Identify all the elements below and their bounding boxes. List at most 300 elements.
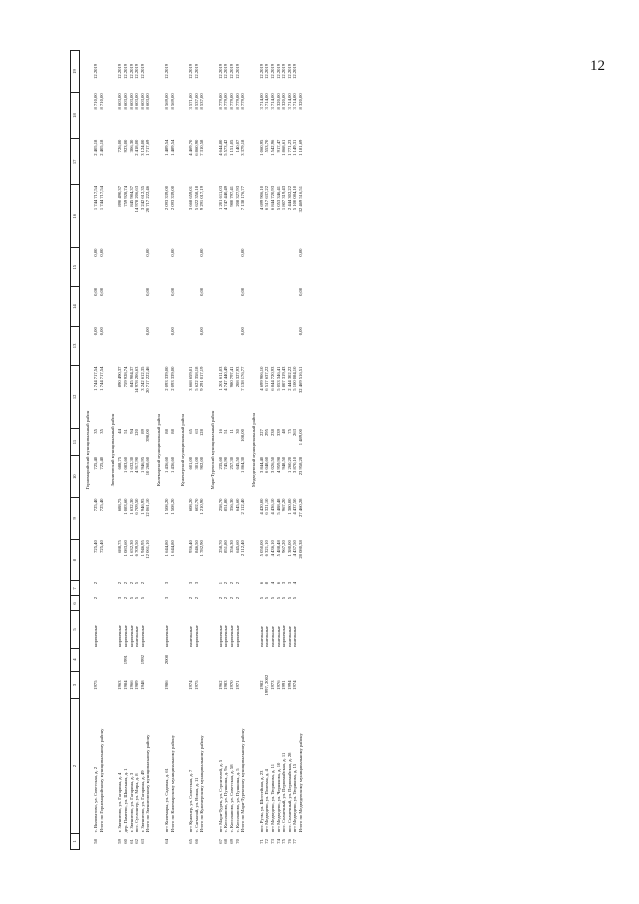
- total-cell: 0,00: [298, 327, 303, 336]
- total-cell: 0,00: [240, 287, 246, 296]
- total-cell: 0,00: [169, 248, 175, 257]
- table-cell: 356,30: [229, 540, 235, 553]
- total-cell: 1 864,30: [240, 456, 246, 473]
- table-cell: 8 537,00: [193, 93, 199, 110]
- table-cell: 5 100 084,10: [292, 186, 298, 211]
- table-cell: 1991: [122, 655, 128, 665]
- district-heading: Килемарский муниципальный район: [156, 413, 162, 487]
- table-cell: 88: [163, 429, 169, 434]
- table-cell: 1 489,54: [163, 139, 169, 156]
- table-cell: 2 444 302,22: [286, 366, 292, 391]
- table-cell: 12.2019: [292, 63, 298, 79]
- table-cell: 2: [93, 596, 99, 600]
- table-cell: 301,00: [193, 456, 199, 470]
- table-cell: 2: [234, 581, 240, 585]
- table-cell: 65: [188, 839, 194, 844]
- table-cell: с. Сагмазай, ул. Новая, д. 11: [193, 777, 199, 833]
- table-cell: 235,60: [217, 456, 223, 470]
- table-cell: 726,00: [117, 139, 123, 153]
- table-cell: г. Звенигово, ул. Гагарина, д. 3: [128, 772, 134, 833]
- total-cell: 10 268,60: [145, 456, 151, 476]
- table-cell: 688,75: [117, 456, 123, 470]
- total-cell: 2 405,18: [98, 139, 104, 156]
- column-number: 4: [71, 648, 80, 671]
- total-cell: 0,00: [98, 327, 104, 336]
- table-cell: 4 420,00: [258, 498, 264, 515]
- district-total-row: [298, 51, 304, 850]
- table-cell: с. Виловатово, ул. Советская, д. 2: [93, 766, 99, 833]
- column-number: 5: [71, 611, 80, 648]
- table-cell: 4 699 906,10: [258, 366, 264, 391]
- table-cell: 2: [217, 596, 223, 600]
- table-cell: 1 946,95: [139, 456, 145, 473]
- table-cell: 2: [139, 581, 145, 585]
- table-cell: 3: [286, 581, 292, 585]
- table-cell: 1 542,96: [270, 139, 276, 156]
- table-cell: 1 632,30: [128, 540, 134, 557]
- table-cell: 4 747 440,49: [223, 186, 229, 211]
- column-number-row: [71, 51, 80, 850]
- table-cell: 1 083,60: [122, 540, 128, 557]
- table-cell: 2: [234, 596, 240, 600]
- total-cell: 9 291 017,19: [199, 186, 205, 211]
- table-cell: 5: [139, 596, 145, 600]
- table-cell: 12.2019: [270, 63, 276, 79]
- table-cell: 2: [229, 581, 235, 585]
- table-cell: 12.2019: [193, 63, 199, 79]
- rotated-table-wrapper: [70, 50, 590, 850]
- table-cell: 923,00: [122, 139, 128, 153]
- table-cell: 851,80: [223, 540, 229, 553]
- district-heading-row: [205, 51, 218, 850]
- table-cell: 12.2019: [122, 63, 128, 79]
- table-cell: 1974: [188, 680, 194, 690]
- total-cell: Итого по Куженерскому муниципальному району: [199, 735, 205, 833]
- table-cell: 1 946,95: [139, 540, 145, 557]
- district-heading: Звениговский муниципальный район: [109, 413, 115, 487]
- total-cell: 8 710,00: [98, 93, 104, 110]
- table-cell: 12.2019: [217, 63, 223, 79]
- table-cell: 2: [223, 581, 229, 585]
- table-cell: 238: [270, 429, 276, 436]
- table-cell: 12.2019: [286, 63, 292, 79]
- table-cell: 1 644,80: [163, 540, 169, 557]
- table-cell: 917,47: [275, 139, 281, 153]
- table-cell: 1974: [292, 680, 298, 690]
- table-cell: 61: [128, 839, 134, 844]
- table-cell: 1 946,95: [139, 498, 145, 515]
- table-cell: 725,40: [93, 456, 99, 470]
- table-cell: 1 508,20: [163, 498, 169, 515]
- table-cell: 63: [139, 839, 145, 844]
- table-cell: с. Косолапово, ул. Пушкина, д. 5: [234, 768, 240, 833]
- column-number: 16: [71, 185, 80, 248]
- district-heading: Медведевский муниципальный район: [251, 413, 257, 487]
- table-cell: 3: [117, 596, 123, 600]
- table-cell: 1973: [270, 680, 276, 690]
- table-cell: 2 405,18: [93, 139, 99, 156]
- table-cell: 12.2019: [223, 63, 229, 79]
- table-cell: 645,60: [234, 540, 240, 553]
- table-cell: 1991: [281, 680, 287, 690]
- table-cell: 2: [122, 596, 128, 600]
- total-cell: 1 782,90: [199, 540, 205, 557]
- table-cell: 1948: [139, 680, 145, 690]
- total-cell: Итого по Медведевскому муниципальному району: [298, 733, 303, 833]
- district-heading-row: [151, 51, 164, 850]
- district-heading-row: [80, 51, 94, 850]
- table-cell: 6 517 637,22: [264, 366, 270, 391]
- total-cell: 128: [199, 429, 205, 436]
- table-cell: 12.2019: [275, 63, 281, 79]
- table-cell: 5 622 358,18: [193, 366, 199, 391]
- table-cell: 5: [281, 596, 287, 600]
- table-cell: 5: [292, 596, 298, 600]
- table-cell: пгт Медведево, ул. Тюрикова, д. 15: [292, 763, 298, 833]
- table-cell: 3: [163, 596, 169, 600]
- total-cell: 2 093 339,00: [169, 186, 175, 211]
- table-cell: 2 444 302,22: [286, 186, 292, 211]
- table-cell: 60: [122, 839, 128, 844]
- table-cell: 8 569,00: [163, 93, 169, 110]
- table-cell: 1975: [93, 680, 99, 690]
- total-cell: 0,00: [199, 327, 205, 336]
- column-number: 17: [71, 139, 80, 185]
- table-cell: 12.2019: [139, 63, 145, 79]
- table-cell: 948,50: [281, 456, 287, 470]
- table-cell: 6 048,60: [264, 456, 270, 473]
- total-cell: [298, 671, 304, 699]
- table-cell: кирпичные: [217, 625, 223, 648]
- table-cell: 8 603,00: [117, 93, 123, 110]
- table-cell: 845 984,37: [128, 366, 134, 388]
- table-cell: 1994: [286, 680, 292, 690]
- table-cell: 601,00: [188, 456, 194, 470]
- table-cell: 890 490,37: [117, 366, 123, 388]
- column-number: 12: [71, 366, 80, 429]
- table-cell: 759 928,74: [122, 366, 128, 388]
- column-number: 15: [71, 248, 80, 287]
- table-cell: 6: [275, 581, 281, 585]
- column-number: 18: [71, 92, 80, 138]
- table-cell: 2 093 339,00: [163, 366, 169, 391]
- table-cell: 12.2019: [229, 63, 235, 79]
- table-cell: 356,30: [229, 498, 235, 512]
- table-cell: 35: [93, 429, 99, 434]
- table-cell: 6 517 637,22: [264, 186, 270, 211]
- table-cell: 59: [117, 839, 123, 844]
- table-cell: 1 744 717,54: [93, 366, 99, 391]
- table-cell: 1983: [223, 680, 229, 690]
- total-cell: Итого по Мари-Турекскому муниципальному району: [240, 728, 246, 833]
- table-cell: 0,00: [93, 248, 99, 257]
- table-cell: г. Звенигово, ул. Гагарина, д. 49: [139, 770, 145, 833]
- table-cell: кирпичные: [193, 625, 199, 648]
- column-number: 1: [71, 833, 80, 849]
- district-heading-row: [175, 51, 188, 850]
- table-cell: 6 321,10: [264, 540, 270, 557]
- total-cell: 20 717 222,46: [145, 186, 151, 213]
- table-cell: 5 053 346,41: [275, 366, 281, 391]
- table-cell: 1992: [139, 655, 145, 665]
- table-cell: 759 928,74: [122, 186, 128, 207]
- table-cell: 70: [234, 839, 240, 844]
- table-cell: 14 978 206,63: [134, 186, 140, 213]
- table-cell: 4 436,10: [270, 498, 276, 515]
- table-cell: 2: [128, 581, 134, 585]
- table-cell: 2: [93, 581, 99, 585]
- table-cell: 62: [134, 839, 140, 844]
- table-cell: 3 714,00: [270, 93, 276, 110]
- table-cell: 1 436,60: [163, 456, 169, 473]
- table-cell: 16: [217, 429, 223, 434]
- table-cell: 71: [258, 839, 264, 844]
- table-cell: 4 747 440,49: [223, 366, 229, 391]
- table-cell: 5: [134, 596, 140, 600]
- table-cell: 140,07: [234, 139, 240, 153]
- table-cell: 94: [128, 429, 134, 434]
- total-cell: Итого по Звениговскому муниципальному району: [145, 734, 151, 833]
- table-cell: 0,00: [93, 327, 99, 336]
- table-cell: 645,50: [234, 456, 240, 470]
- table-cell: 44: [117, 429, 123, 434]
- column-number: 7: [71, 581, 80, 596]
- table-cell: с. Косолапово, ул. Советская, д. 58: [229, 764, 235, 833]
- column-number: 13: [71, 326, 80, 365]
- table-cell: 3 668 659,01: [188, 186, 194, 211]
- table-cell: 4: [270, 581, 276, 585]
- table-cell: панельные: [275, 626, 281, 648]
- table-cell: кирпичные: [234, 625, 240, 648]
- total-cell: 28 080,38: [298, 540, 303, 559]
- table-cell: 725,40: [93, 498, 99, 512]
- table-cell: 3 124,00: [139, 139, 145, 156]
- table-cell: 3: [193, 581, 199, 585]
- total-cell: 12 061,10: [145, 540, 151, 559]
- table-cell: 63: [193, 429, 199, 434]
- table-cell: 1 260,20: [286, 456, 292, 473]
- table-cell: 1 380,00: [286, 540, 292, 557]
- column-number: 11: [71, 428, 80, 456]
- table-cell: 12.2019: [93, 63, 99, 79]
- table-cell: 258,70: [217, 540, 223, 553]
- table-cell: 1984: [122, 680, 128, 690]
- table-cell: 1976: [275, 680, 281, 690]
- capital-repair-table: [70, 50, 303, 850]
- table-cell: 645,60: [234, 498, 240, 512]
- table-cell: г. Звенигово, ул. Гагарина, д. 4: [117, 772, 123, 833]
- total-cell: 0,00: [98, 248, 104, 257]
- table-cell: 1989: [134, 680, 140, 690]
- table-cell: кирпичные: [117, 625, 123, 648]
- table-cell: 2 093 339,00: [163, 186, 169, 211]
- table-cell: 2: [117, 581, 123, 585]
- table-cell: 8 779,00: [223, 93, 229, 110]
- table-cell: 5: [134, 581, 140, 585]
- table-cell: 1 632,30: [128, 456, 134, 473]
- total-cell: 725,40: [98, 540, 104, 553]
- total-cell: 23 958,28: [298, 456, 303, 476]
- table-cell: 12.2019: [117, 63, 123, 79]
- table-cell: кирпичные: [163, 625, 169, 648]
- total-cell: 0,00: [298, 248, 303, 257]
- total-cell: 398,00: [145, 429, 151, 442]
- table-cell: 1 807 319,43: [281, 366, 287, 391]
- table-cell: 6 844 720,93: [270, 186, 276, 211]
- table-cell: 2: [188, 596, 194, 600]
- table-cell: 8 603,00: [128, 93, 134, 110]
- total-cell: [298, 611, 304, 648]
- table-cell: 1 060,95: [258, 139, 264, 156]
- total-cell: 0,00: [145, 287, 151, 296]
- table-cell: 30: [234, 429, 240, 434]
- table-cell: 5 622 358,18: [193, 186, 199, 211]
- table-cell: 5 488,48: [275, 498, 281, 515]
- table-cell: 3: [188, 581, 194, 585]
- total-cell: 902,00: [199, 456, 205, 470]
- total-cell: Итого по Горномарийскому муниципальному району: [98, 728, 104, 833]
- table-cell: панельные: [286, 626, 292, 648]
- table-cell: пос. Руэм, ул. Шоссейная, д. 23: [258, 770, 264, 833]
- table-cell: 12.2019: [134, 63, 140, 79]
- table-cell: 688,75: [117, 498, 123, 512]
- table-cell: 1 083,60: [122, 456, 128, 473]
- table-cell: 75: [286, 429, 292, 434]
- total-cell: 12 061,10: [145, 498, 151, 517]
- table-cell: 2 418,00: [134, 139, 140, 156]
- total-cell: 1 181,69: [298, 139, 303, 156]
- table-cell: 12.2019: [163, 63, 169, 79]
- table-cell: пос. Солнечный, ул. Первомайская, д. 28: [286, 752, 292, 833]
- column-number: 8: [71, 539, 80, 581]
- table-cell: 890 490,37: [117, 186, 123, 207]
- total-cell: 8 603,00: [145, 93, 151, 110]
- total-cell: 2 112,40: [240, 498, 246, 515]
- total-cell: 0,00: [240, 327, 246, 336]
- table-cell: пгт Медведево, ул. Тюрикова, д. 11: [270, 763, 276, 833]
- total-cell: 35: [98, 429, 104, 434]
- table-cell: пгт Куженер, ул. Советская, д. 7: [188, 769, 194, 833]
- table-cell: 58: [93, 839, 99, 844]
- table-cell: 8 710,00: [93, 93, 99, 110]
- table-cell: 4 436,10: [270, 540, 276, 557]
- table-cell: 608,20: [188, 498, 194, 512]
- table-cell: 120: [134, 429, 140, 436]
- total-cell: [298, 596, 304, 611]
- table-cell: панельные: [270, 626, 276, 648]
- table-cell: 1971: [234, 680, 240, 690]
- table-cell: 208 327,93: [234, 366, 240, 388]
- table-cell: 75: [281, 839, 287, 844]
- total-cell: 1 210,90: [199, 498, 205, 515]
- column-number: 14: [71, 287, 80, 326]
- table-cell: 3 026,50: [270, 456, 276, 473]
- table-cell: 1997, 2002: [264, 674, 270, 696]
- table-cell: 12.2019: [234, 63, 240, 79]
- table-cell: пгт Медведево, ул. Чернякова, д. 10: [275, 762, 281, 833]
- table-cell: 3 668 659,01: [188, 366, 194, 391]
- table-cell: 2: [193, 596, 199, 600]
- total-cell: 0,00: [145, 248, 151, 257]
- total-cell: [298, 648, 304, 671]
- table-cell: 1975: [193, 680, 199, 690]
- table-cell: 12.2019: [258, 63, 264, 79]
- table-cell: 89: [139, 429, 145, 434]
- table-cell: 5: [128, 596, 134, 600]
- table-cell: 3 844,40: [258, 456, 264, 473]
- table-cell: 5 488,48: [275, 540, 281, 557]
- total-cell: 8 537,00: [199, 93, 205, 110]
- table-cell: 1963: [117, 680, 123, 690]
- table-cell: 8 603,00: [134, 93, 140, 110]
- total-cell: 0,00: [98, 287, 104, 296]
- column-number: 10: [71, 456, 80, 498]
- total-cell: 108,00: [240, 429, 246, 442]
- table-cell: 12.2019: [281, 63, 287, 79]
- table-cell: с. Косолапово, ул. Пушкина, д. 9а: [223, 766, 229, 833]
- total-cell: 0,00: [199, 248, 205, 257]
- table-cell: панельные: [134, 626, 140, 648]
- table-cell: 67: [217, 839, 223, 844]
- table-cell: 74: [275, 839, 281, 844]
- table-cell: 227: [258, 429, 264, 436]
- total-cell: 1 744 717,54: [98, 366, 104, 391]
- total-cell: 27 460,28: [298, 498, 303, 517]
- table-cell: 1 807 319,43: [281, 186, 287, 211]
- table-cell: 48: [281, 429, 287, 434]
- district-heading: Мари-Турекский муниципальный район: [210, 410, 216, 490]
- table-cell: панельные: [188, 626, 194, 648]
- table-cell: 6: [258, 581, 264, 585]
- table-cell: 4 437,50: [292, 498, 298, 515]
- table-cell: 8 320,00: [275, 93, 281, 110]
- column-number: 19: [71, 51, 80, 93]
- table-cell: 1 868,61: [281, 139, 287, 156]
- table-cell: 1986: [163, 680, 169, 690]
- table-cell: 4 959,98: [275, 456, 281, 473]
- table-cell: 257,30: [229, 456, 235, 470]
- table-cell: 12.2019: [264, 63, 270, 79]
- table-cell: 6 860,90: [193, 139, 199, 156]
- table-cell: 1 149,31: [292, 139, 298, 156]
- table-cell: 12.2019: [128, 63, 134, 79]
- table-cell: 936,40: [188, 540, 194, 553]
- total-cell: 88: [169, 429, 175, 434]
- table-cell: 8: [264, 581, 270, 585]
- table-cell: 69: [229, 839, 235, 844]
- total-cell: 1 644,80: [169, 540, 175, 557]
- table-cell: 851,80: [223, 498, 229, 512]
- table-cell: 5 573,42: [223, 139, 229, 156]
- table-cell: 725,40: [93, 540, 99, 553]
- table-cell: 51: [122, 429, 128, 434]
- table-cell: 980 797,41: [229, 186, 235, 207]
- total-cell: 0,00: [169, 287, 175, 296]
- table-cell: 2008: [163, 655, 169, 665]
- table-cell: 6 709,50: [134, 540, 140, 557]
- table-cell: 295: [264, 429, 270, 436]
- total-cell: 725,40: [98, 498, 104, 512]
- table-cell: 845 984,37: [128, 186, 134, 207]
- total-cell: 8 779,00: [240, 93, 246, 110]
- table-cell: 8 603,00: [139, 93, 145, 110]
- table-cell: 0,00: [93, 287, 99, 296]
- table-cell: пгт Медведево, ул. Полевая, д. 4: [264, 769, 270, 833]
- total-cell: 0,00: [298, 287, 303, 296]
- table-cell: 1 771,23: [286, 139, 292, 156]
- table-cell: 6 709,50: [134, 498, 140, 515]
- total-cell: 7 138 176,77: [240, 186, 246, 211]
